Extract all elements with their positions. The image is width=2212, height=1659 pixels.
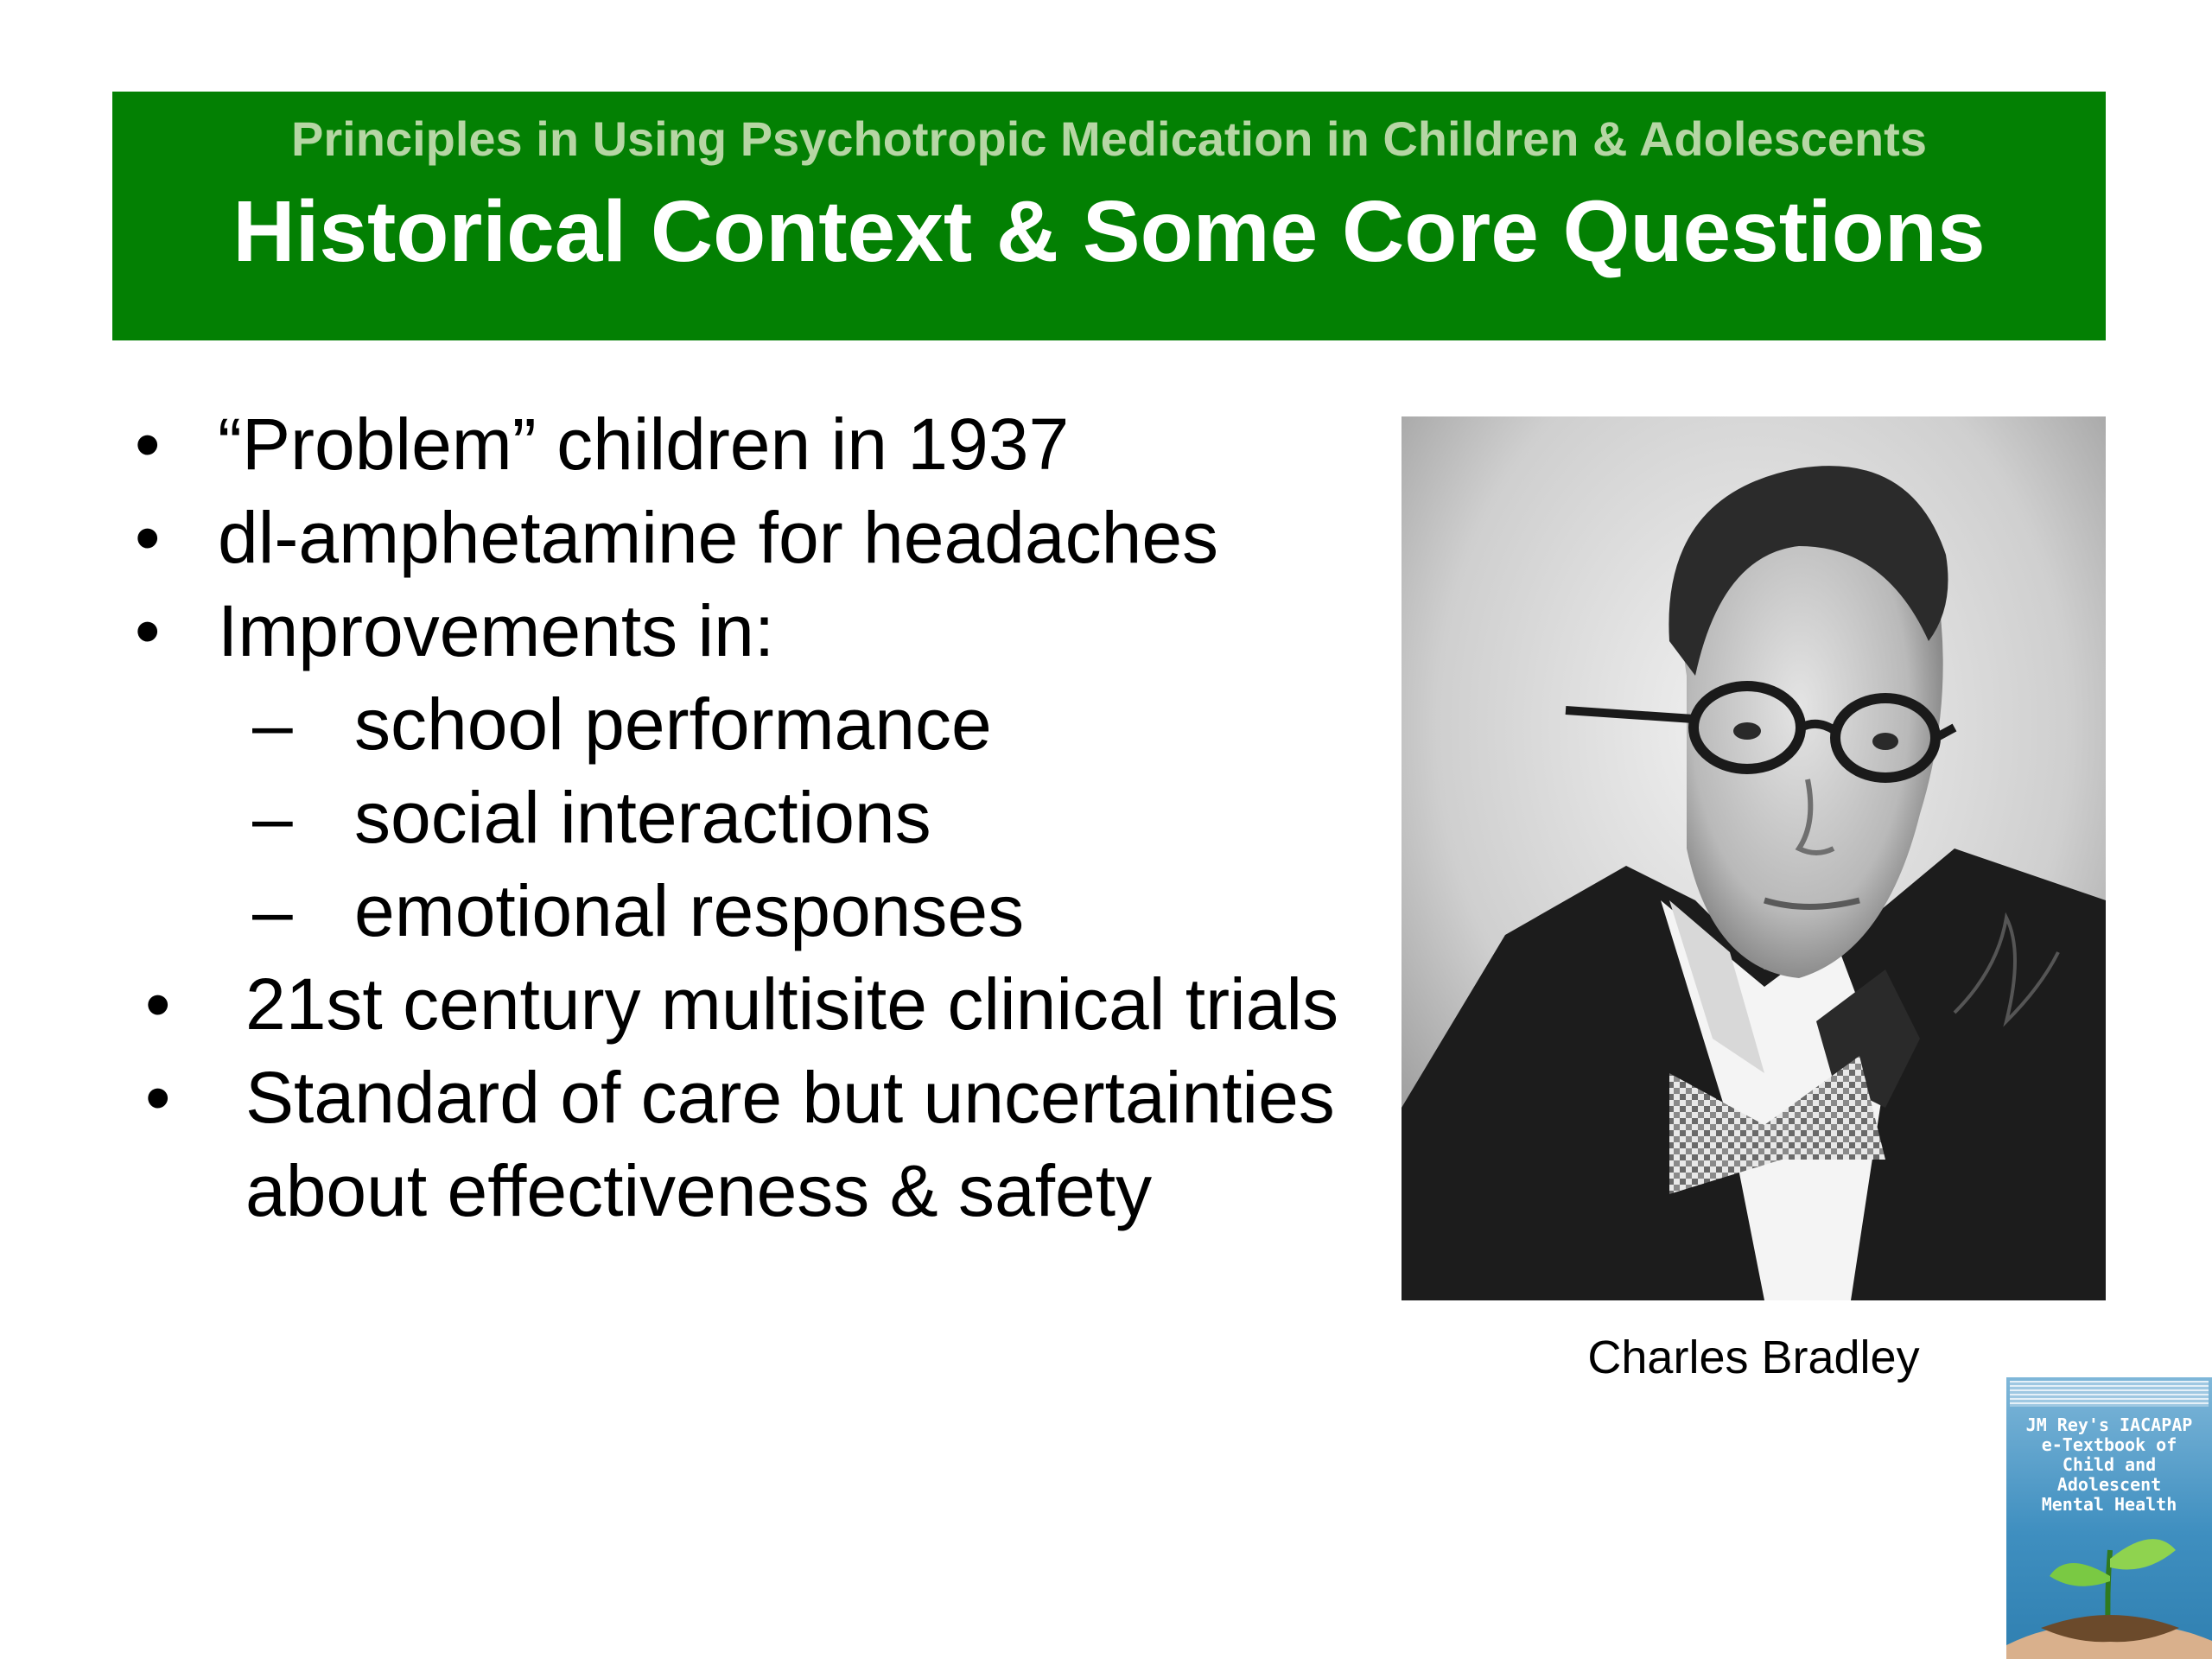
bullet-item: • 21st century multisite clinical trials — [130, 957, 1382, 1051]
seedling-icon — [2006, 1498, 2212, 1659]
sub-bullet-item: – school performance — [130, 677, 1382, 771]
photo-caption: Charles Bradley — [1587, 1332, 1920, 1383]
sub-bullet-item: – emotional responses — [130, 864, 1382, 957]
bullet-label: Improvements in: — [218, 590, 775, 671]
portrait-illustration — [1402, 416, 2106, 1300]
title-banner — [112, 92, 2106, 340]
sub-bullet-group — [130, 677, 1382, 957]
sub-bullet-list — [130, 677, 1382, 957]
bullet-item: • dl-amphetamine for headaches — [130, 491, 1382, 584]
bullet-item: • Standard of care but uncertainties about effectiveness & safety — [130, 1051, 1382, 1237]
sub-bullet-item: – social interactions — [130, 771, 1382, 864]
cover-header-stripes — [2010, 1381, 2209, 1407]
portrait-photo — [1402, 416, 2106, 1300]
slide-title: Historical Context & Some Core Questions — [232, 183, 1986, 280]
cover-title: JM Rey's IACAPAP e-Textbook of Child and Adolescent Mental Health — [2025, 1414, 2193, 1515]
bullet-item-improvements — [130, 584, 1382, 677]
textbook-cover-logo — [2006, 1377, 2212, 1659]
slide-subtitle: Principles in Using Psychotropic Medication in Children & Adolescents — [291, 111, 1927, 166]
bullet-list — [130, 397, 1382, 1237]
bullet-item: • “Problem” children in 1937 — [130, 397, 1382, 491]
